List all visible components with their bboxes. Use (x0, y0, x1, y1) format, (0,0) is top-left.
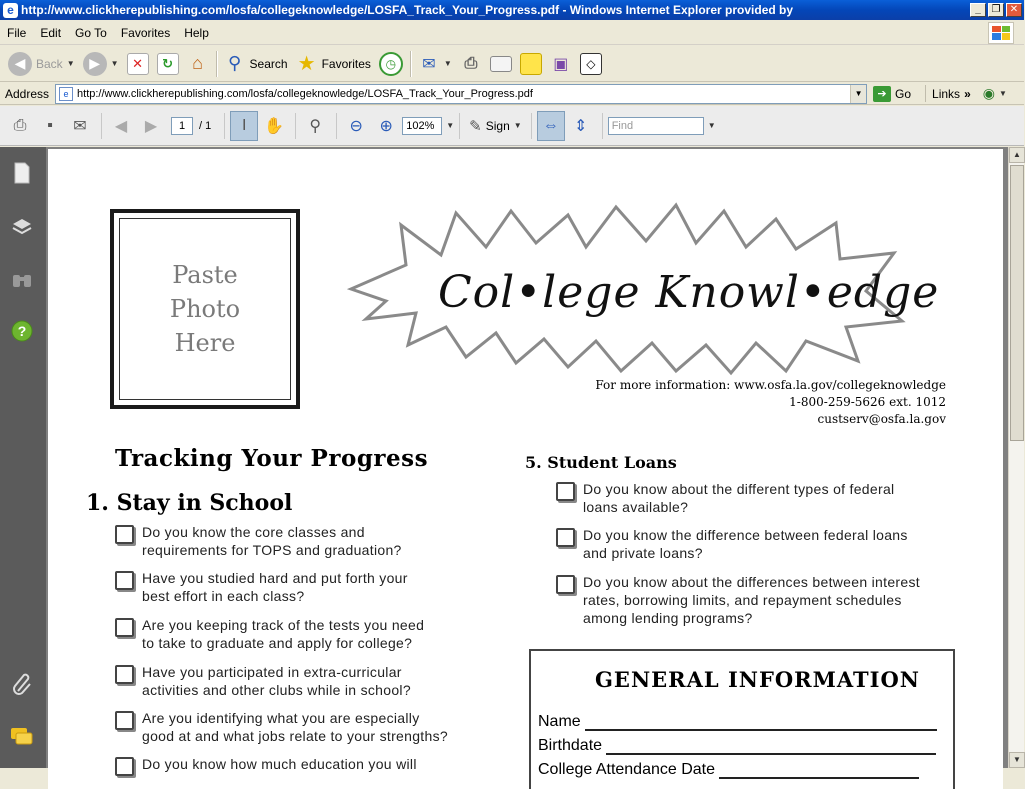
question-text: Do you know the core classes and (142, 524, 365, 540)
menu-favorites[interactable]: Favorites (120, 25, 171, 40)
mail-icon: ✉ (422, 55, 436, 73)
checkbox[interactable] (115, 757, 134, 776)
checklist-item (115, 616, 424, 652)
checklist-item (115, 755, 417, 776)
stop-icon: ✕ (127, 53, 149, 75)
contact-website: For more information: www.osfa.la.gov/collegeknowledge (595, 378, 946, 392)
address-dropdown-icon[interactable]: ▼ (850, 85, 866, 103)
back-button[interactable] (4, 49, 79, 79)
pdf-toolbar-separator (224, 113, 225, 139)
page-total: / 1 (199, 119, 212, 132)
pdf-toolbar-separator (295, 113, 296, 139)
notes-button[interactable] (516, 49, 546, 79)
research-button[interactable] (546, 49, 576, 79)
find-input[interactable]: Find (608, 117, 704, 135)
contact-phone: 1-800-259-5626 ext. 1012 (789, 395, 946, 409)
page-number-input[interactable]: 1 (171, 117, 193, 135)
question-text: Are you identifying what you are especially (142, 710, 420, 726)
checklist-item (115, 569, 408, 605)
fit-page-icon[interactable]: ⇕ (573, 117, 588, 135)
toolbar-separator (216, 51, 217, 77)
hand-tool-icon[interactable]: ✋ (264, 117, 285, 135)
page-heading: Tracking Your Progress (115, 445, 429, 472)
home-icon: ⌂ (192, 53, 203, 73)
maximize-button[interactable]: ❐ (988, 3, 1004, 17)
question-text: Do you know about the different types of federal (583, 481, 895, 497)
comments-icon[interactable] (10, 725, 34, 749)
stop-button[interactable] (123, 49, 153, 79)
edit-page-icon (490, 56, 512, 72)
help-icon[interactable] (10, 319, 34, 343)
field-line[interactable] (606, 741, 936, 755)
printer-icon: ⎙ (464, 54, 478, 72)
field-label: College Attendance Date (538, 761, 716, 778)
menu-help[interactable]: Help (184, 25, 209, 40)
research-icon: ▣ (553, 55, 569, 73)
windows-logo-icon (988, 22, 1014, 44)
question-text: Are you keeping track of the tests you need (142, 617, 425, 633)
college-attendance-field[interactable] (538, 761, 919, 779)
field-line[interactable] (719, 765, 919, 779)
scroll-up-icon[interactable]: ▲ (1009, 147, 1025, 163)
links-more-icon[interactable]: » (964, 86, 971, 101)
messenger-icon: ◇ (580, 53, 602, 75)
checkbox[interactable] (556, 575, 575, 594)
checklist-item (115, 709, 448, 745)
menu-bar (0, 21, 1024, 45)
mail-dropdown-icon: ▼ (443, 59, 452, 68)
pages-icon[interactable] (10, 161, 34, 185)
links-label: Links (932, 86, 961, 101)
window-title: http://www.clickherepublishing.com/losfa/collegeknowledge/LOSFA_Track_Your_Progress.pdf - Windows Internet Explorer provided by (21, 3, 794, 17)
name-field[interactable] (538, 713, 937, 731)
ie-icon: e (3, 3, 18, 18)
window-controls (970, 3, 1022, 17)
pdf-document-view[interactable] (46, 147, 1008, 778)
favorites-button[interactable] (292, 49, 375, 79)
question-text: rates, borrowing limits, and repayment schedules (583, 592, 902, 608)
forward-arrow-icon: ▶ (83, 52, 107, 76)
pdf-navigation-panel (0, 147, 46, 768)
next-page-icon[interactable]: ▶ (144, 117, 158, 135)
browser-toolbar (0, 46, 1024, 82)
checkbox[interactable] (115, 618, 134, 637)
zoom-out-icon[interactable]: ⊖ (349, 117, 363, 135)
question-text: Do you know about the differences between interest (583, 574, 920, 590)
refresh-icon: ↻ (157, 53, 179, 75)
toolbar-separator (410, 51, 411, 77)
refresh-button[interactable] (153, 49, 183, 79)
pdf-save-icon[interactable]: ▪ (47, 116, 53, 134)
sticky-note-icon (520, 53, 542, 75)
search-button[interactable] (220, 49, 292, 79)
checklist-item (115, 523, 402, 559)
zoom-dropdown-icon[interactable]: ▼ (446, 121, 455, 130)
edit-button[interactable] (486, 49, 516, 79)
field-label: Name (538, 713, 581, 730)
pdf-toolbar-separator (336, 113, 337, 139)
college-knowledge-logo: Col•lege Knowl•edge (438, 267, 940, 318)
checkbox[interactable] (115, 665, 134, 684)
layers-icon[interactable] (10, 215, 34, 239)
back-dropdown-icon: ▼ (66, 59, 75, 68)
back-label: Back (36, 56, 63, 71)
close-button[interactable]: ✕ (1006, 3, 1022, 17)
prev-page-icon[interactable]: ◀ (114, 117, 128, 135)
links-toolbar[interactable] (925, 85, 1007, 102)
binoculars-icon[interactable] (10, 267, 34, 291)
window-title-bar[interactable] (0, 0, 1024, 20)
scroll-thumb[interactable] (1010, 165, 1024, 441)
field-line[interactable] (585, 717, 937, 731)
pdf-email-icon[interactable]: ✉ (73, 117, 87, 135)
search-label: Search (249, 56, 288, 71)
question-text: best effort in each class? (142, 588, 305, 604)
messenger-button[interactable] (576, 49, 606, 79)
forward-dropdown-icon: ▼ (110, 59, 119, 68)
menu-edit[interactable]: Edit (40, 25, 62, 40)
svg-text:?: ? (17, 323, 27, 339)
address-url[interactable]: http://www.clickherepublishing.com/losfa/collegeknowledge/LOSFA_Track_Your_Progress.pdf (77, 87, 533, 100)
fit-width-icon[interactable]: ⇔ (537, 111, 565, 141)
question-text: Do you know the difference between federal loans (583, 527, 908, 543)
pdf-print-icon[interactable]: ⎙ (13, 116, 27, 134)
print-button[interactable] (456, 49, 486, 79)
checklist-item (556, 573, 920, 627)
find-dropdown-icon[interactable]: ▼ (707, 121, 716, 130)
address-label: Address (5, 86, 50, 101)
pdf-page-icon: e (59, 87, 73, 101)
checkbox[interactable] (556, 482, 575, 501)
question-text: Do you know how much education you will (142, 756, 417, 772)
address-bar (0, 83, 1024, 105)
pdf-page (48, 149, 1003, 789)
question-text: and private loans? (583, 545, 703, 561)
question-text: activities and other clubs while in school? (142, 682, 411, 698)
menu-file[interactable]: File (7, 25, 27, 40)
photo-text-line: Photo (169, 295, 241, 323)
photo-text-line: Here (174, 329, 236, 357)
question-text: to take to graduate and apply for college? (142, 635, 413, 651)
general-information-box (529, 649, 955, 789)
forward-button[interactable] (79, 49, 123, 79)
question-text: loans available? (583, 499, 689, 515)
section-1-title: 1. Stay in School (86, 490, 293, 516)
favorites-label: Favorites (321, 56, 371, 71)
tools-globe-icon[interactable]: ◉ (982, 85, 995, 101)
pdf-toolbar-separator (459, 113, 460, 139)
sign-button[interactable] (465, 111, 526, 141)
favorites-star-icon: ★ (297, 53, 316, 75)
go-label: Go (895, 86, 912, 101)
checkbox[interactable] (556, 528, 575, 547)
minimize-button[interactable]: _ (970, 3, 986, 17)
address-input[interactable] (55, 84, 867, 104)
home-button[interactable] (183, 49, 213, 79)
checklist-item (556, 480, 894, 516)
sign-dropdown-icon: ▼ (513, 121, 522, 130)
zoom-level-input[interactable]: 102% (402, 117, 442, 135)
pen-icon: ✎ (469, 117, 482, 135)
history-button[interactable] (375, 49, 407, 79)
history-icon: ◷ (379, 52, 403, 76)
question-text: among lending programs? (583, 610, 753, 626)
general-information-title: GENERAL INFORMATION (595, 667, 920, 692)
contact-email: custserv@osfa.la.gov (817, 412, 946, 426)
section-5-title: 5. Student Loans (525, 453, 677, 472)
photo-text-line: Paste (172, 261, 238, 289)
photo-placeholder (119, 218, 291, 400)
vertical-scrollbar[interactable] (1008, 147, 1024, 768)
checklist-item (556, 526, 908, 562)
select-tool-icon[interactable]: I (230, 111, 258, 141)
tools-dropdown-icon[interactable]: ▼ (998, 89, 1007, 98)
checkbox[interactable] (115, 571, 134, 590)
pdf-toolbar (0, 106, 1024, 146)
field-label: Birthdate (538, 737, 603, 754)
attachment-paperclip-icon[interactable] (10, 672, 34, 696)
scroll-down-icon[interactable]: ▼ (1009, 752, 1025, 768)
question-text: requirements for TOPS and graduation? (142, 542, 402, 558)
sign-label: Sign (485, 118, 510, 133)
checkbox[interactable] (115, 525, 134, 544)
pdf-toolbar-separator (531, 113, 532, 139)
checklist-item (115, 663, 411, 699)
mail-button[interactable] (414, 49, 456, 79)
zoom-in-icon[interactable]: ⊕ (379, 117, 393, 135)
back-arrow-icon: ◀ (8, 52, 32, 76)
photo-placeholder-frame (110, 209, 300, 409)
pdf-toolbar-separator (602, 113, 603, 139)
question-text: Have you studied hard and put forth your (142, 570, 408, 586)
zoom-tool-icon[interactable]: ⚲ (309, 117, 322, 135)
go-button[interactable] (873, 86, 911, 102)
search-icon: ⚲ (227, 53, 242, 73)
birthdate-field[interactable] (538, 737, 936, 755)
question-text: good at and what jobs relate to your strengths? (142, 728, 448, 744)
go-arrow-icon: ➔ (873, 86, 891, 102)
question-text: Have you participated in extra-curricular (142, 664, 402, 680)
menu-goto[interactable]: Go To (75, 25, 107, 40)
contact-info (595, 377, 946, 428)
checkbox[interactable] (115, 711, 134, 730)
pdf-toolbar-separator (101, 113, 102, 139)
